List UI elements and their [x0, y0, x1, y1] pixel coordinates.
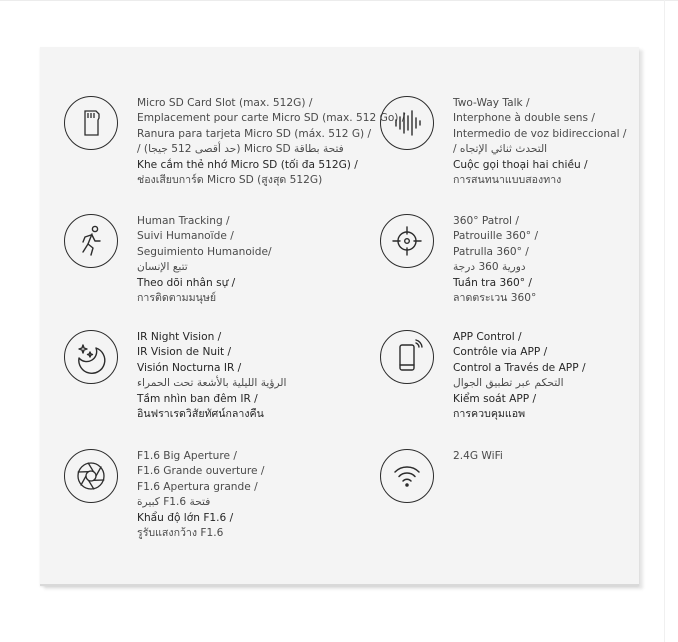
feature-line: فتحة بطاقة Micro SD (حد أقصى 512 جيجا) /: [137, 143, 344, 156]
feature-line: Patrulla 360° /: [453, 245, 529, 258]
feature-app-text: [453, 330, 678, 422]
feature-line: Tầm nhìn ban đêm IR /: [137, 392, 258, 405]
feature-line: Visión Nocturna IR /: [137, 361, 242, 374]
feature-microsd-text: [137, 96, 406, 188]
crosshair-target-icon: [380, 214, 434, 268]
feature-line: التحدث ثنائي الإتجاه /: [453, 143, 548, 156]
feature-line: อินฟราเรดวิสัยทัศน์กลางคืน: [137, 408, 264, 421]
wifi-icon: [380, 449, 434, 503]
feature-line: Cuộc gọi thoại hai chiều /: [453, 158, 588, 171]
feature-line: F1.6 Grande ouverture /: [137, 465, 265, 478]
feature-line: Emplacement pour carte Micro SD (max. 512 Go) /: [137, 112, 406, 125]
feature-line: Suivi Humanoïde /: [137, 230, 234, 243]
feature-line: Patrouille 360° /: [453, 230, 539, 243]
feature-line: F1.6 Apertura grande /: [137, 480, 258, 493]
sound-wave-icon: [380, 96, 434, 150]
feature-line: Contrôle via APP /: [453, 346, 548, 359]
feature-line: F1.6 Big Aperture /: [137, 450, 237, 462]
feature-tracking-text: [137, 214, 377, 306]
feature-wifi-text: [453, 449, 678, 464]
feature-line: การติดตามมนุษย์: [137, 292, 217, 305]
feature-line: การควบคุมแอพ: [453, 408, 526, 421]
running-person-icon: [64, 214, 118, 268]
feature-line: 2.4G WiFi: [453, 450, 503, 462]
feature-line: Khe cắm thẻ nhớ Micro SD (tối đa 512G) /: [137, 158, 358, 171]
feature-line: تتبع الإنسان: [137, 261, 188, 274]
feature-patrol-text: [453, 214, 678, 306]
feature-line: Seguimiento Humanoide/: [137, 245, 272, 258]
feature-line: Ranura para tarjeta Micro SD (máx. 512 G) /: [137, 127, 372, 140]
feature-line: Two-Way Talk /: [453, 97, 530, 109]
feature-line: الرؤية الليلية بالأشعة تحت الحمراء: [137, 377, 287, 390]
feature-line: Micro SD Card Slot (max. 512G) /: [137, 97, 313, 109]
feature-line: รูรับแสงกว้าง F1.6: [137, 527, 224, 540]
feature-line: دورية 360 درجة: [453, 261, 526, 274]
feature-line: IR Night Vision /: [137, 331, 222, 343]
feature-line: Interphone à double sens /: [453, 112, 595, 125]
feature-line: Intermedio de voz bidireccional /: [453, 127, 627, 140]
feature-line: Tuần tra 360° /: [453, 276, 532, 289]
feature-line: التحكم عبر تطبيق الجوال: [453, 377, 564, 390]
feature-twoway-text: [453, 96, 678, 188]
feature-night-text: [137, 330, 377, 422]
smartphone-icon: [380, 330, 434, 384]
camera-aperture-icon: [64, 449, 118, 503]
product-box-panel: [40, 47, 639, 586]
feature-line: ช่องเสียบการ์ด Micro SD (สูงสุด 512G): [137, 174, 323, 187]
feature-line: ลาดตระเวน 360°: [453, 292, 537, 305]
top-border-line: [0, 0, 678, 1]
feature-line: 360° Patrol /: [453, 215, 519, 227]
feature-line: Control a Través de APP /: [453, 361, 586, 374]
feature-line: IR Vision de Nuit /: [137, 346, 232, 359]
feature-line: การสนทนาแบบสองทาง: [453, 174, 562, 187]
sd-card-icon: [64, 96, 118, 150]
moon-stars-icon: [64, 330, 118, 384]
feature-line: فتحة F1.6 كبيرة: [137, 496, 211, 509]
feature-line: Khẩu độ lớn F1.6 /: [137, 511, 234, 524]
feature-aperture-text: [137, 449, 377, 541]
feature-line: Kiểm soát APP /: [453, 392, 537, 405]
feature-line: Theo dõi nhân sự /: [137, 276, 236, 289]
feature-line: Human Tracking /: [137, 215, 230, 227]
feature-line: APP Control /: [453, 331, 522, 343]
